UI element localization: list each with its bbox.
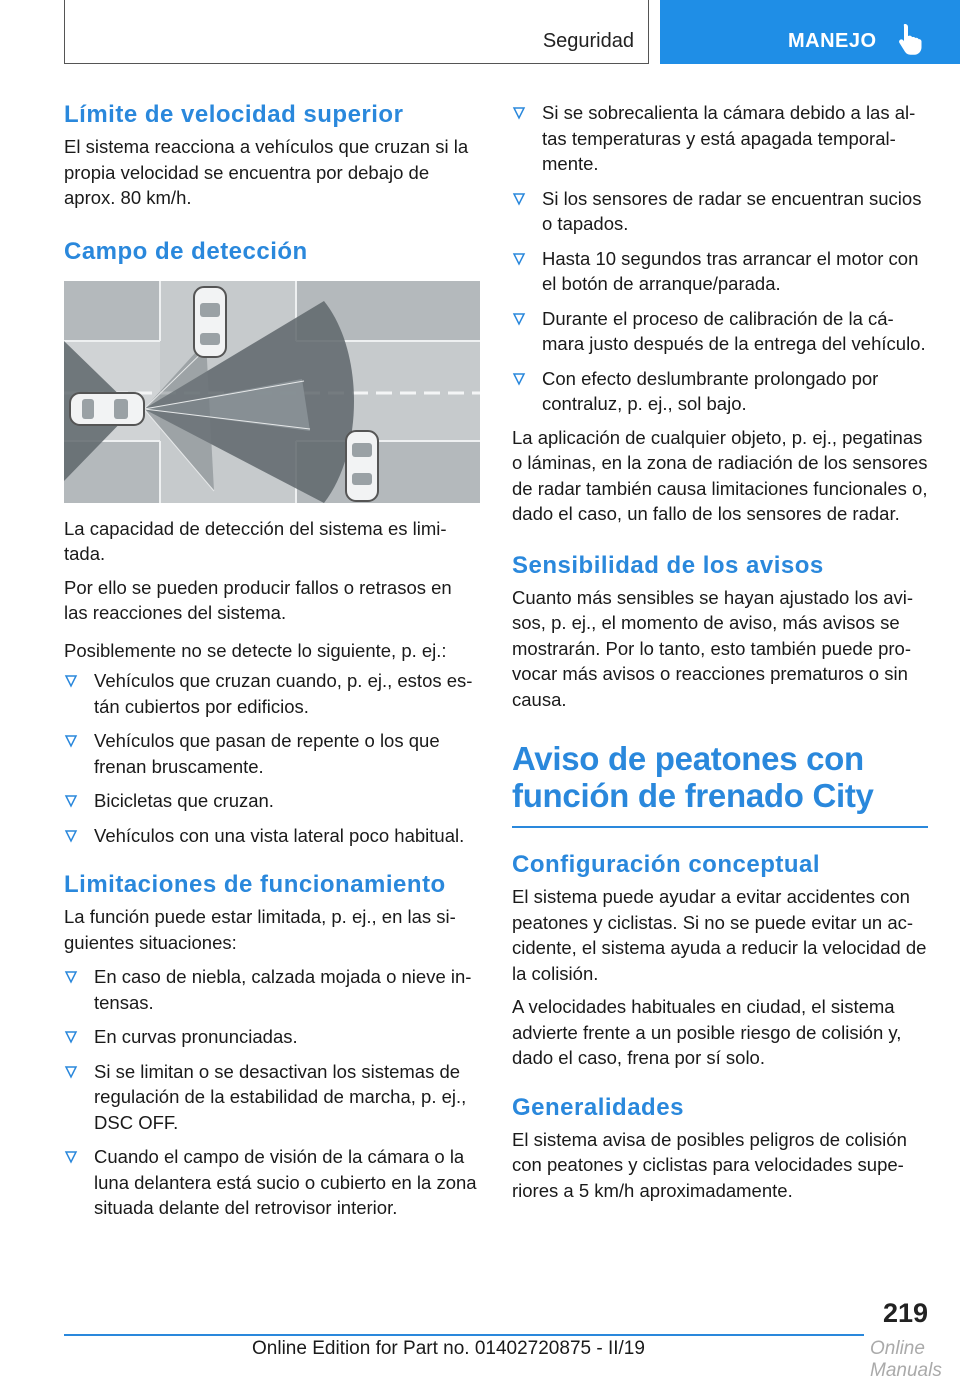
section-title: Seguridad (542, 30, 634, 52)
car-top (194, 287, 226, 357)
list-item: Con efecto deslumbrante prolongado por contraluz, p. ej., sol bajo. (512, 366, 928, 417)
edition-text: Online Edition for Part no. 01402720875 - II/19 (252, 1338, 645, 1359)
triangle-bullet-icon (64, 1150, 78, 1164)
limitations-list (64, 964, 480, 1221)
list-item: Si se sobrecalienta la cámara debido a las altas temperaturas y está apagada temporalmente. (512, 100, 928, 177)
list-item: Vehículos que cruzan cuando, p. ej., estos están cubiertos por edificios. (64, 668, 480, 719)
triangle-bullet-icon (64, 829, 78, 843)
page-number: 219 (882, 1298, 928, 1328)
car-bottom (346, 431, 378, 501)
paragraph-concept-1: El sistema puede ayudar a evitar accidentes con peatones y ciclistas. Si no se puede evitar un accidente, el sistema ayuda a reducir la velocidad de la colisión. (512, 886, 927, 984)
paragraph-sensitivity: Cuanto más sensibles se hayan ajustado los avisos, p. ej., el momento de aviso, más avisos se mostrarán. Por lo tanto, esto también puede provocar más avisos o reacciones prematuros o sin causa. (512, 586, 914, 710)
heading-limitations: Limitaciones de funcionamiento (64, 871, 446, 898)
list-item: Si se limitan o se desactivan los sistemas de regulación de la estabilidad de marcha, p. ej., DSC OFF. (64, 1059, 480, 1136)
list-item: Hasta 10 segundos tras arrancar el motor con el botón de arranque/parada. (512, 246, 928, 297)
triangle-bullet-icon (64, 1030, 78, 1044)
paragraph-general: El sistema avisa de posibles peligros de colisión con peatones y ciclistas para velocidades superiores a 5 km/h aproximadamente. (512, 1128, 907, 1201)
triangle-bullet-icon (64, 794, 78, 808)
watermark-text: Online Manuals (870, 1338, 942, 1381)
triangle-bullet-icon (512, 252, 526, 266)
heading-general: Generalidades (512, 1093, 684, 1121)
chapter-tab[interactable] (660, 0, 960, 64)
right-column (512, 100, 928, 1203)
paragraph-failures: Por ello se pueden producir fallos o retrasos en las reacciones del sistema. (64, 576, 452, 623)
paragraph-limitations: La función puede estar limitada, p. ej., en las siguientes situaciones: (64, 906, 456, 953)
list-item: Durante el proceso de calibración de la cámara justo después de la entrega del vehículo. (512, 306, 928, 357)
heading-speed-limit: Límite de velocidad superior (64, 101, 404, 128)
list-item: Vehículos que pasan de repente o los que frenan bruscamente. (64, 728, 480, 779)
list-item: En caso de niebla, calzada mojada o nieve intensas. (64, 964, 480, 1015)
triangle-bullet-icon (512, 192, 526, 206)
triangle-bullet-icon (64, 970, 78, 984)
list-item: Cuando el campo de visión de la cámara o la luna delantera está sucio o cubierto en la zona situada delante del retrovisor interior. (64, 1144, 480, 1221)
left-column (64, 100, 480, 1221)
heading-rule (512, 826, 928, 828)
triangle-bullet-icon (512, 372, 526, 386)
paragraph-possibly: Posiblemente no se detecte lo siguiente, p. ej.: (64, 639, 447, 661)
footer-rule (64, 1334, 864, 1336)
detection-field-illustration (64, 281, 480, 503)
triangle-bullet-icon (64, 1065, 78, 1079)
list-item: Si los sensores de radar se encuentran sucios o tapados. (512, 186, 928, 237)
list-item: Bicicletas que cruzan. (64, 788, 480, 814)
paragraph-speed-limit: El sistema reacciona a vehículos que cruzan si la propia velocidad se encuentra por debajo de aprox. 80 km/h. (64, 136, 469, 208)
header-section-box (64, 0, 649, 64)
heading-pedestrian-warning: Aviso de peatones con función de frenado City (512, 740, 874, 814)
triangle-bullet-icon (512, 106, 526, 120)
paragraph-concept-2: A velocidades habituales en ciudad, el sistema advierte frente a un posible riesgo de colisión y, dado el caso, frena por sí solo. (512, 996, 902, 1068)
paragraph-application: La aplicación de cualquier objeto, p. ej., pegatinas o láminas, en la zona de radiación de los sensores de radar también causa limitaciones funcionales o, dado el caso, un fallo de los sensores de radar. (512, 426, 928, 524)
list-item: Vehículos con una vista lateral poco habitual. (64, 823, 480, 849)
heading-detection-field: Campo de detección (64, 237, 308, 265)
triangle-bullet-icon (64, 734, 78, 748)
list-item: En curvas pronunciadas. (64, 1024, 480, 1050)
heading-concept: Configuración conceptual (512, 851, 821, 878)
limitations-list-continued (512, 100, 928, 417)
triangle-bullet-icon (64, 674, 78, 688)
triangle-bullet-icon (512, 312, 526, 326)
not-detected-list (64, 668, 480, 848)
car-left (70, 393, 144, 425)
paragraph-capacity: La capacidad de detección del sistema es limitada. (64, 517, 447, 564)
chapter-tab-label: MANEJO (788, 30, 877, 52)
heading-sensitivity: Sensibilidad de los avisos (512, 551, 824, 579)
hand-pointer-icon (896, 22, 926, 56)
